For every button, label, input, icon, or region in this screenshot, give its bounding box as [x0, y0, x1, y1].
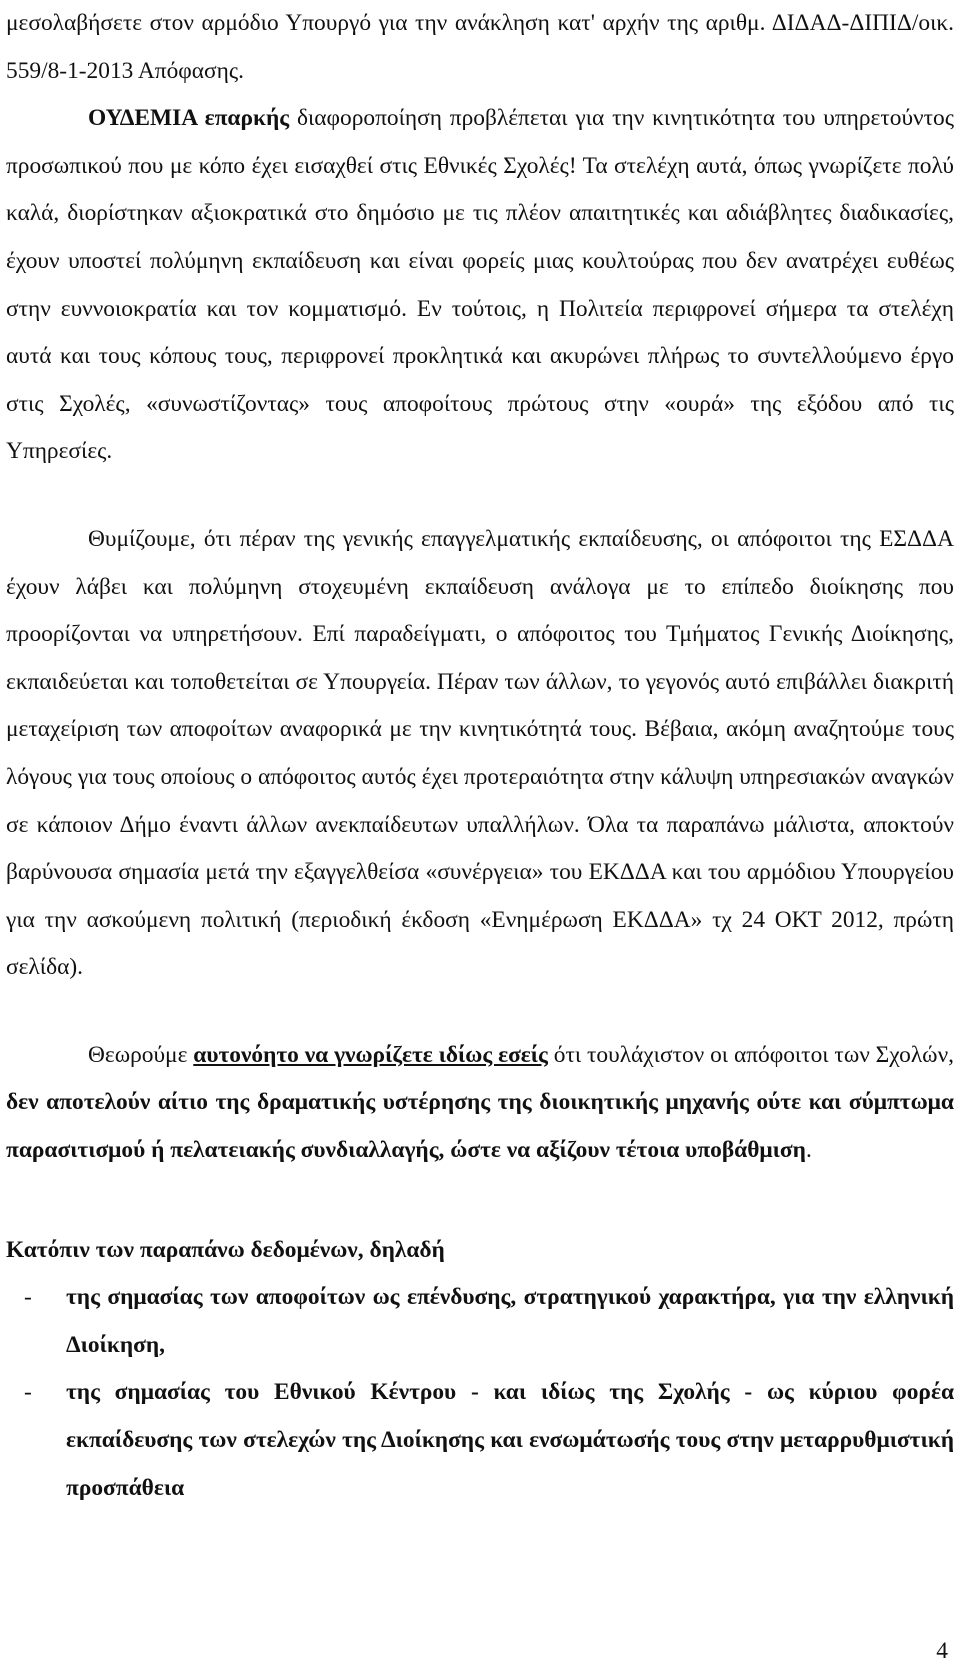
paragraph-graduates-training	[6, 516, 954, 992]
bold-lead-text: ΟΥΔΕΜΙΑ επαρκής	[88, 105, 290, 132]
list-dash: -	[24, 1284, 32, 1311]
considerations-list	[6, 1274, 954, 1512]
list-item-text: της σημασίας των αποφοίτων ως επένδυσης, στρατηγικού χαρακτήρα, για την ελληνική Διοίκηση,	[66, 1284, 954, 1358]
list-item	[6, 1369, 954, 1512]
page-number: 4	[936, 1638, 948, 1664]
paragraph-3-middle: ότι τουλάχιστον οι απόφοιτοι των Σχολών,	[547, 1041, 954, 1068]
paragraph-1-body: διαφοροποίηση προβλέπεται για την κινητικότητα του υπηρετούντος προσωπικού που με κόπο έχει εισαχθεί στις Εθνικές Σχολές! Τα στελέχη αυτά, όπως γνωρίζετε πολύ καλά, διορίστηκαν αξιοκρατικά στο δημόσιο με τις πλέον απαιτητικές και αδιάβλητες διαδικασίες, έχουν υποστεί πολύμηνη εκπαίδευση και είναι φορείς μιας κουλτούρας που δεν ανατρέχει ευθέως στην ευννοιοκρατία και τον κομματισμό. Εν τούτοις, η Πολιτεία περιφρονεί σήμερα τα στελέχη αυτά και τους κόπους τους, περιφρονεί προκλητικά και ακυρώνει πλήρως το συντελλούμενο έργο στις Σχολές, «συνωστίζοντας» τους αποφοίτους πρώτους στην «ουρά» της εξόδου από τις Υπηρεσίες.	[6, 105, 954, 465]
list-item	[6, 1274, 954, 1369]
paragraph-continuation	[6, 0, 954, 476]
section-heading: Κατόπιν των παραπάνω δεδομένων, δηλαδή	[6, 1236, 445, 1263]
paragraph-self-evident	[6, 1032, 954, 1175]
underlined-emphasis: αυτονόητο να γνωρίζετε ιδίως εσείς	[193, 1041, 548, 1068]
list-item-text: της σημασίας του Εθνικού Κέντρου - και ιδίως της Σχολής - ως κύριου φορέα εκπαίδευσης των στελεχών της Διοίκησης και ενσωμάτωσής τους στην μεταρρυθμιστική προσπάθεια	[66, 1379, 954, 1501]
bold-conclusion: δεν αποτελούν αίτιο της δραματικής υστέρησης της διοικητικής μηχανής ούτε και σύμπτωμα παρασιτισμού ή πελατειακής συνδιαλλαγής, ώστε να αξίζουν τέτοια υποβάθμιση	[6, 1089, 954, 1164]
paragraph-3-end: .	[805, 1137, 812, 1164]
page-content	[6, 0, 954, 1512]
paragraph-2-body: Θυμίζουμε, ότι πέραν της γενικής επαγγελματικής εκπαίδευσης, οι απόφοιτοι της ΕΣΔΔΑ έχουν λάβει και πολύμηνη στοχευμένη εκπαίδευση ανάλογα με το επίπεδο διοίκησης που προορίζονται να υπηρετήσουν. Επί παραδείγματι, ο απόφοιτος του Τμήματος Γενικής Διοίκησης, εκπαιδεύεται και τοποθετείται σε Υπουργεία. Πέραν των άλλων, το γεγονός αυτό επιβάλλει διακριτή μεταχείριση των αποφοίτων αναφορικά με την κινητικότητά τους. Βέβαια, ακόμη αναζητούμε τους λόγους για τους οποίους ο απόφοιτος αυτός έχει προτεραιότητα στην κάλυψη υπηρεσιακών αναγκών σε κάποιον Δήμο έναντι άλλων ανεκπαίδευτων υπαλλήλων. Όλα τα παραπάνω μάλιστα, αποκτούν βαρύνουσα σημασία μετά την εξαγγελθείσα «συνέργεια» του ΕΚΔΔΑ και του αρμόδιου Υπουργείου για την ασκούμενη πολιτική (περιοδική έκδοση «Ενημέρωση ΕΚΔΔΑ» τχ 24 ΟΚΤ 2012, πρώτη σελίδα).	[6, 525, 954, 981]
list-dash: -	[24, 1379, 32, 1406]
paragraph-3-intro: Θεωρούμε	[88, 1041, 194, 1068]
paragraph-1-opening: μεσολαβήσετε στον αρμόδιο Υπουργό για την ανάκληση κατ' αρχήν της αριθμ. ΔΙΔΑΔ-ΔΙΠΙΔ/οικ. 559/8-1-2013 Απόφασης.	[6, 10, 954, 84]
